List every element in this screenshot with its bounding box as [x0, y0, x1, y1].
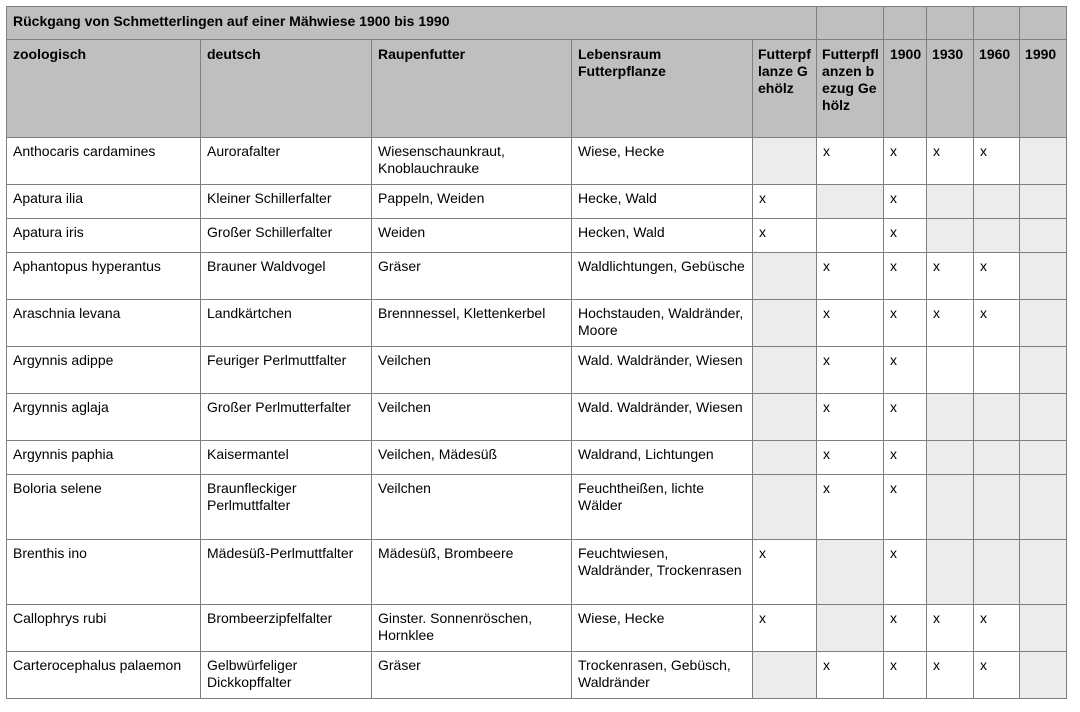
cell-1900: x — [884, 605, 927, 652]
cell-1900: x — [884, 185, 927, 219]
cell-futterpflanze-gehoelz — [753, 300, 817, 347]
table-row — [7, 441, 1067, 475]
cell-zoologisch: Anthocaris cardamines — [7, 138, 201, 185]
header-zoologisch: zoologisch — [7, 40, 201, 138]
cell-1900: x — [884, 347, 927, 394]
cell-lebensraum: Wiese, Hecke — [572, 138, 753, 185]
cell-zoologisch: Brenthis ino — [7, 540, 201, 605]
cell-1930 — [927, 441, 974, 475]
cell-zoologisch: Carterocephalus palaemon — [7, 652, 201, 699]
cell-raupenfutter: Veilchen, Mädesüß — [372, 441, 572, 475]
cell-1900: x — [884, 138, 927, 185]
cell-futterpflanzen-bezug: x — [817, 475, 884, 540]
title-row — [7, 7, 1067, 40]
cell-lebensraum: Waldrand, Lichtungen — [572, 441, 753, 475]
cell-futterpflanzen-bezug: x — [817, 652, 884, 699]
cell-1960 — [974, 219, 1020, 253]
header-futterpflanze-gehoelz: Futterpflanze Gehölz — [753, 40, 817, 138]
cell-deutsch: Landkärtchen — [201, 300, 372, 347]
table-row — [7, 475, 1067, 540]
cell-futterpflanzen-bezug: x — [817, 300, 884, 347]
cell-zoologisch: Argynnis adippe — [7, 347, 201, 394]
cell-zoologisch: Argynnis aglaja — [7, 394, 201, 441]
table-row — [7, 605, 1067, 652]
cell-futterpflanzen-bezug — [817, 219, 884, 253]
cell-lebensraum: Wald. Waldränder, Wiesen — [572, 347, 753, 394]
cell-1960 — [974, 540, 1020, 605]
cell-1960: x — [974, 605, 1020, 652]
table-row — [7, 347, 1067, 394]
cell-lebensraum: Hochstauden, Waldränder, Moore — [572, 300, 753, 347]
cell-1930: x — [927, 652, 974, 699]
cell-1990 — [1020, 441, 1067, 475]
cell-lebensraum: Wald. Waldränder, Wiesen — [572, 394, 753, 441]
header-row — [7, 40, 1067, 138]
cell-futterpflanze-gehoelz — [753, 475, 817, 540]
header-futterpflanzen-bezug-gehoelz: Futterpflanzen bezug Gehölz — [817, 40, 884, 138]
cell-futterpflanze-gehoelz — [753, 347, 817, 394]
cell-1900: x — [884, 219, 927, 253]
cell-1930 — [927, 219, 974, 253]
cell-1900: x — [884, 540, 927, 605]
cell-raupenfutter: Gräser — [372, 253, 572, 300]
cell-raupenfutter: Wiesenschaunkraut, Knoblauchrauke — [372, 138, 572, 185]
cell-deutsch: Kaisermantel — [201, 441, 372, 475]
cell-deutsch: Kleiner Schillerfalter — [201, 185, 372, 219]
cell-raupenfutter: Mädesüß, Brombeere — [372, 540, 572, 605]
header-1990: 1990 — [1020, 40, 1067, 138]
cell-futterpflanzen-bezug — [817, 185, 884, 219]
cell-1900: x — [884, 441, 927, 475]
cell-1900: x — [884, 300, 927, 347]
cell-futterpflanzen-bezug — [817, 540, 884, 605]
cell-zoologisch: Callophrys rubi — [7, 605, 201, 652]
cell-1930: x — [927, 253, 974, 300]
cell-deutsch: Brauner Waldvogel — [201, 253, 372, 300]
cell-1930 — [927, 540, 974, 605]
cell-futterpflanzen-bezug: x — [817, 253, 884, 300]
cell-futterpflanze-gehoelz: x — [753, 219, 817, 253]
cell-lebensraum: Hecke, Wald — [572, 185, 753, 219]
cell-raupenfutter: Weiden — [372, 219, 572, 253]
cell-1990 — [1020, 475, 1067, 540]
cell-zoologisch: Apatura ilia — [7, 185, 201, 219]
header-lebensraum: Lebensraum Futterpflanze — [572, 40, 753, 138]
cell-1990 — [1020, 347, 1067, 394]
cell-1990 — [1020, 219, 1067, 253]
butterfly-table — [6, 6, 1067, 699]
table-row — [7, 300, 1067, 347]
cell-1900: x — [884, 394, 927, 441]
cell-futterpflanzen-bezug: x — [817, 138, 884, 185]
cell-1930 — [927, 394, 974, 441]
cell-raupenfutter: Veilchen — [372, 394, 572, 441]
cell-futterpflanze-gehoelz: x — [753, 605, 817, 652]
cell-1960: x — [974, 300, 1020, 347]
cell-1930 — [927, 475, 974, 540]
table-row — [7, 394, 1067, 441]
cell-1900: x — [884, 253, 927, 300]
cell-futterpflanzen-bezug: x — [817, 347, 884, 394]
cell-lebensraum: Trockenrasen, Gebüsch, Waldränder — [572, 652, 753, 699]
cell-deutsch: Mädesüß-Perlmuttfalter — [201, 540, 372, 605]
cell-1960 — [974, 347, 1020, 394]
cell-lebensraum: Wiese, Hecke — [572, 605, 753, 652]
cell-futterpflanze-gehoelz — [753, 138, 817, 185]
cell-raupenfutter: Ginster. Sonnenröschen, Hornklee — [372, 605, 572, 652]
cell-deutsch: Aurorafalter — [201, 138, 372, 185]
cell-futterpflanze-gehoelz — [753, 652, 817, 699]
cell-1990 — [1020, 540, 1067, 605]
cell-lebensraum: Feuchtwiesen, Waldränder, Trockenrasen — [572, 540, 753, 605]
cell-1960: x — [974, 138, 1020, 185]
table-row — [7, 185, 1067, 219]
cell-futterpflanze-gehoelz — [753, 253, 817, 300]
header-1960: 1960 — [974, 40, 1020, 138]
header-raupenfutter: Raupenfutter — [372, 40, 572, 138]
cell-raupenfutter: Pappeln, Weiden — [372, 185, 572, 219]
cell-deutsch: Großer Schillerfalter — [201, 219, 372, 253]
cell-1990 — [1020, 394, 1067, 441]
cell-lebensraum: Hecken, Wald — [572, 219, 753, 253]
table-row — [7, 652, 1067, 699]
cell-futterpflanze-gehoelz: x — [753, 185, 817, 219]
cell-lebensraum: Feuchtheißen, lichte Wälder — [572, 475, 753, 540]
cell-1990 — [1020, 138, 1067, 185]
cell-raupenfutter: Brennnessel, Klettenkerbel — [372, 300, 572, 347]
header-deutsch: deutsch — [201, 40, 372, 138]
cell-1930 — [927, 185, 974, 219]
table-row — [7, 219, 1067, 253]
cell-deutsch: Feuriger Perlmuttfalter — [201, 347, 372, 394]
cell-1960 — [974, 394, 1020, 441]
cell-deutsch: Brombeerzipfelfalter — [201, 605, 372, 652]
header-1930: 1930 — [927, 40, 974, 138]
cell-1960 — [974, 185, 1020, 219]
cell-1900: x — [884, 475, 927, 540]
cell-futterpflanze-gehoelz — [753, 441, 817, 475]
cell-1960: x — [974, 652, 1020, 699]
cell-futterpflanzen-bezug: x — [817, 394, 884, 441]
cell-1990 — [1020, 300, 1067, 347]
cell-1930: x — [927, 300, 974, 347]
cell-deutsch: Gelbwürfeliger Dickkopffalter — [201, 652, 372, 699]
cell-deutsch: Braunfleckiger Perlmuttfalter — [201, 475, 372, 540]
cell-1990 — [1020, 185, 1067, 219]
cell-futterpflanzen-bezug — [817, 605, 884, 652]
cell-zoologisch: Araschnia levana — [7, 300, 201, 347]
cell-1990 — [1020, 253, 1067, 300]
cell-futterpflanze-gehoelz: x — [753, 540, 817, 605]
table-row — [7, 253, 1067, 300]
cell-zoologisch: Argynnis paphia — [7, 441, 201, 475]
cell-1960: x — [974, 253, 1020, 300]
cell-1930 — [927, 347, 974, 394]
cell-lebensraum: Waldlichtungen, Gebüsche — [572, 253, 753, 300]
cell-1930: x — [927, 605, 974, 652]
header-1900: 1900 — [884, 40, 927, 138]
cell-1960 — [974, 475, 1020, 540]
cell-raupenfutter: Veilchen — [372, 475, 572, 540]
cell-1990 — [1020, 652, 1067, 699]
table-row — [7, 540, 1067, 605]
cell-zoologisch: Apatura iris — [7, 219, 201, 253]
cell-deutsch: Großer Perlmutterfalter — [201, 394, 372, 441]
table-title: Rückgang von Schmetterlingen auf einer Mähwiese 1900 bis 1990 — [7, 7, 817, 40]
cell-1900: x — [884, 652, 927, 699]
cell-1990 — [1020, 605, 1067, 652]
cell-raupenfutter: Gräser — [372, 652, 572, 699]
cell-1960 — [974, 441, 1020, 475]
cell-zoologisch: Aphantopus hyperantus — [7, 253, 201, 300]
cell-zoologisch: Boloria selene — [7, 475, 201, 540]
cell-raupenfutter: Veilchen — [372, 347, 572, 394]
cell-futterpflanzen-bezug: x — [817, 441, 884, 475]
cell-futterpflanze-gehoelz — [753, 394, 817, 441]
cell-1930: x — [927, 138, 974, 185]
table-row — [7, 138, 1067, 185]
